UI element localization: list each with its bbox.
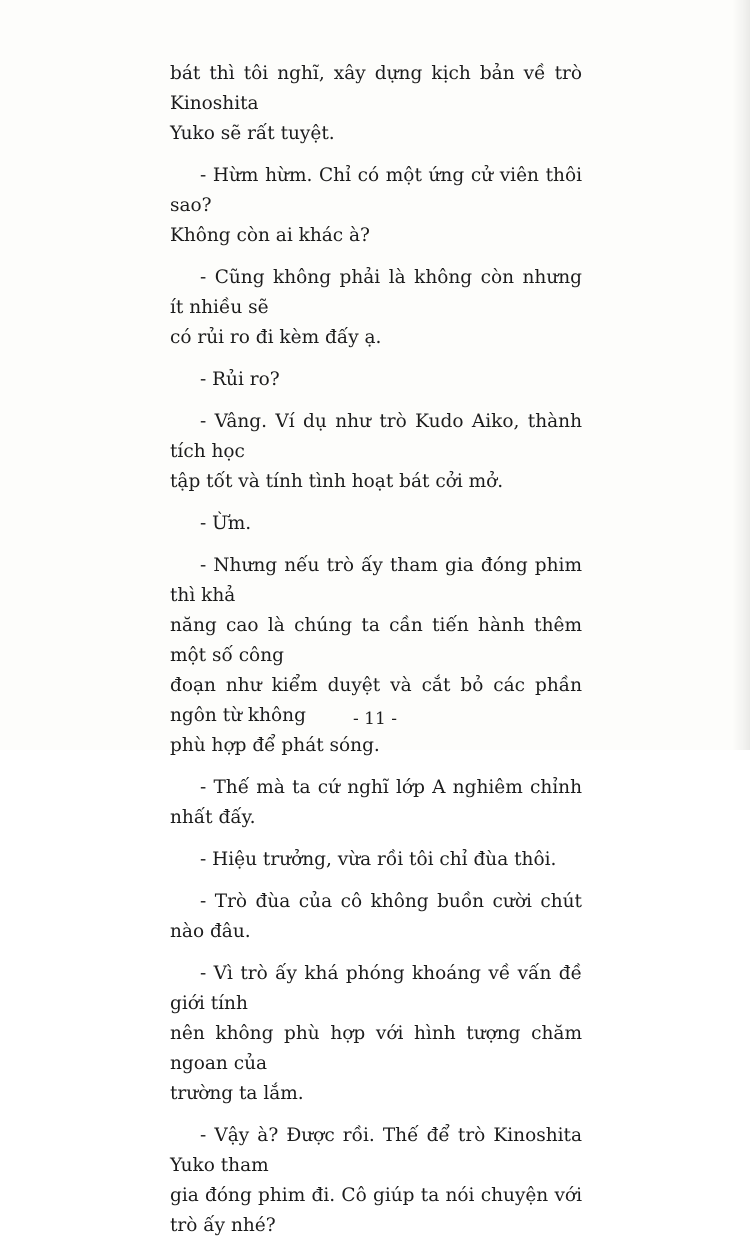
line: - Thế mà ta cứ nghĩ lớp A nghiêm chỉnh nhất đấy. xyxy=(170,777,582,828)
line: - Trò đùa của cô không buồn cười chút nào đâu. xyxy=(170,891,582,942)
line: Không còn ai khác à? xyxy=(170,225,370,246)
paragraph-11 xyxy=(170,959,582,1109)
line: nên không phù hợp với hình tượng chăm ngoan của xyxy=(170,1023,582,1074)
line: - Rủi ro? xyxy=(200,369,280,390)
line: - Vậy à? Được rồi. Thế để trò Kinoshita Yuko tham xyxy=(170,1125,582,1176)
line: có rủi ro đi kèm đấy ạ. xyxy=(170,327,382,348)
line: - Vì trò ấy khá phóng khoáng về vấn đề giới tính xyxy=(170,963,582,1014)
line: - Hiệu trưởng, vừa rồi tôi chỉ đùa thôi. xyxy=(200,849,557,870)
line: - Vâng. Ví dụ như trò Kudo Aiko, thành tích học xyxy=(170,411,582,462)
paragraph-9 xyxy=(170,845,582,875)
line: - Hừm hừm. Chỉ có một ứng cử viên thôi sao? xyxy=(170,165,582,216)
line: Yuko sẽ rất tuyệt. xyxy=(170,123,335,144)
paragraph-4 xyxy=(170,365,582,395)
page-text xyxy=(170,59,582,1253)
line: phù hợp để phát sóng. xyxy=(170,735,380,756)
paragraph-8 xyxy=(170,773,582,833)
paragraph-12 xyxy=(170,1121,582,1241)
line: năng cao là chúng ta cần tiến hành thêm một số công xyxy=(170,615,582,666)
line: gia đóng phim đi. Cô giúp ta nói chuyện với trò ấy nhé? xyxy=(170,1185,582,1236)
line: tập tốt và tính tình hoạt bát cởi mở. xyxy=(170,471,504,492)
line: trường ta lắm. xyxy=(170,1083,304,1104)
line: - Nhưng nếu trò ấy tham gia đóng phim thì khả xyxy=(170,555,582,606)
paragraph-7 xyxy=(170,551,582,761)
line: bát thì tôi nghĩ, xây dựng kịch bản về trò Kinoshita xyxy=(170,63,582,114)
paragraph-10 xyxy=(170,887,582,947)
line: đoạn như kiểm duyệt và cắt bỏ các phần ngôn từ không xyxy=(170,675,582,726)
line: - Ừm. xyxy=(200,513,252,534)
line: - Cũng không phải là không còn nhưng ít nhiều sẽ xyxy=(170,267,582,318)
page-number: - 11 - xyxy=(353,709,397,729)
paragraph-1 xyxy=(170,59,582,149)
page-edge-shadow xyxy=(732,0,750,750)
paragraph-3 xyxy=(170,263,582,353)
paragraph-2 xyxy=(170,161,582,251)
paragraph-5 xyxy=(170,407,582,497)
paragraph-6 xyxy=(170,509,582,539)
